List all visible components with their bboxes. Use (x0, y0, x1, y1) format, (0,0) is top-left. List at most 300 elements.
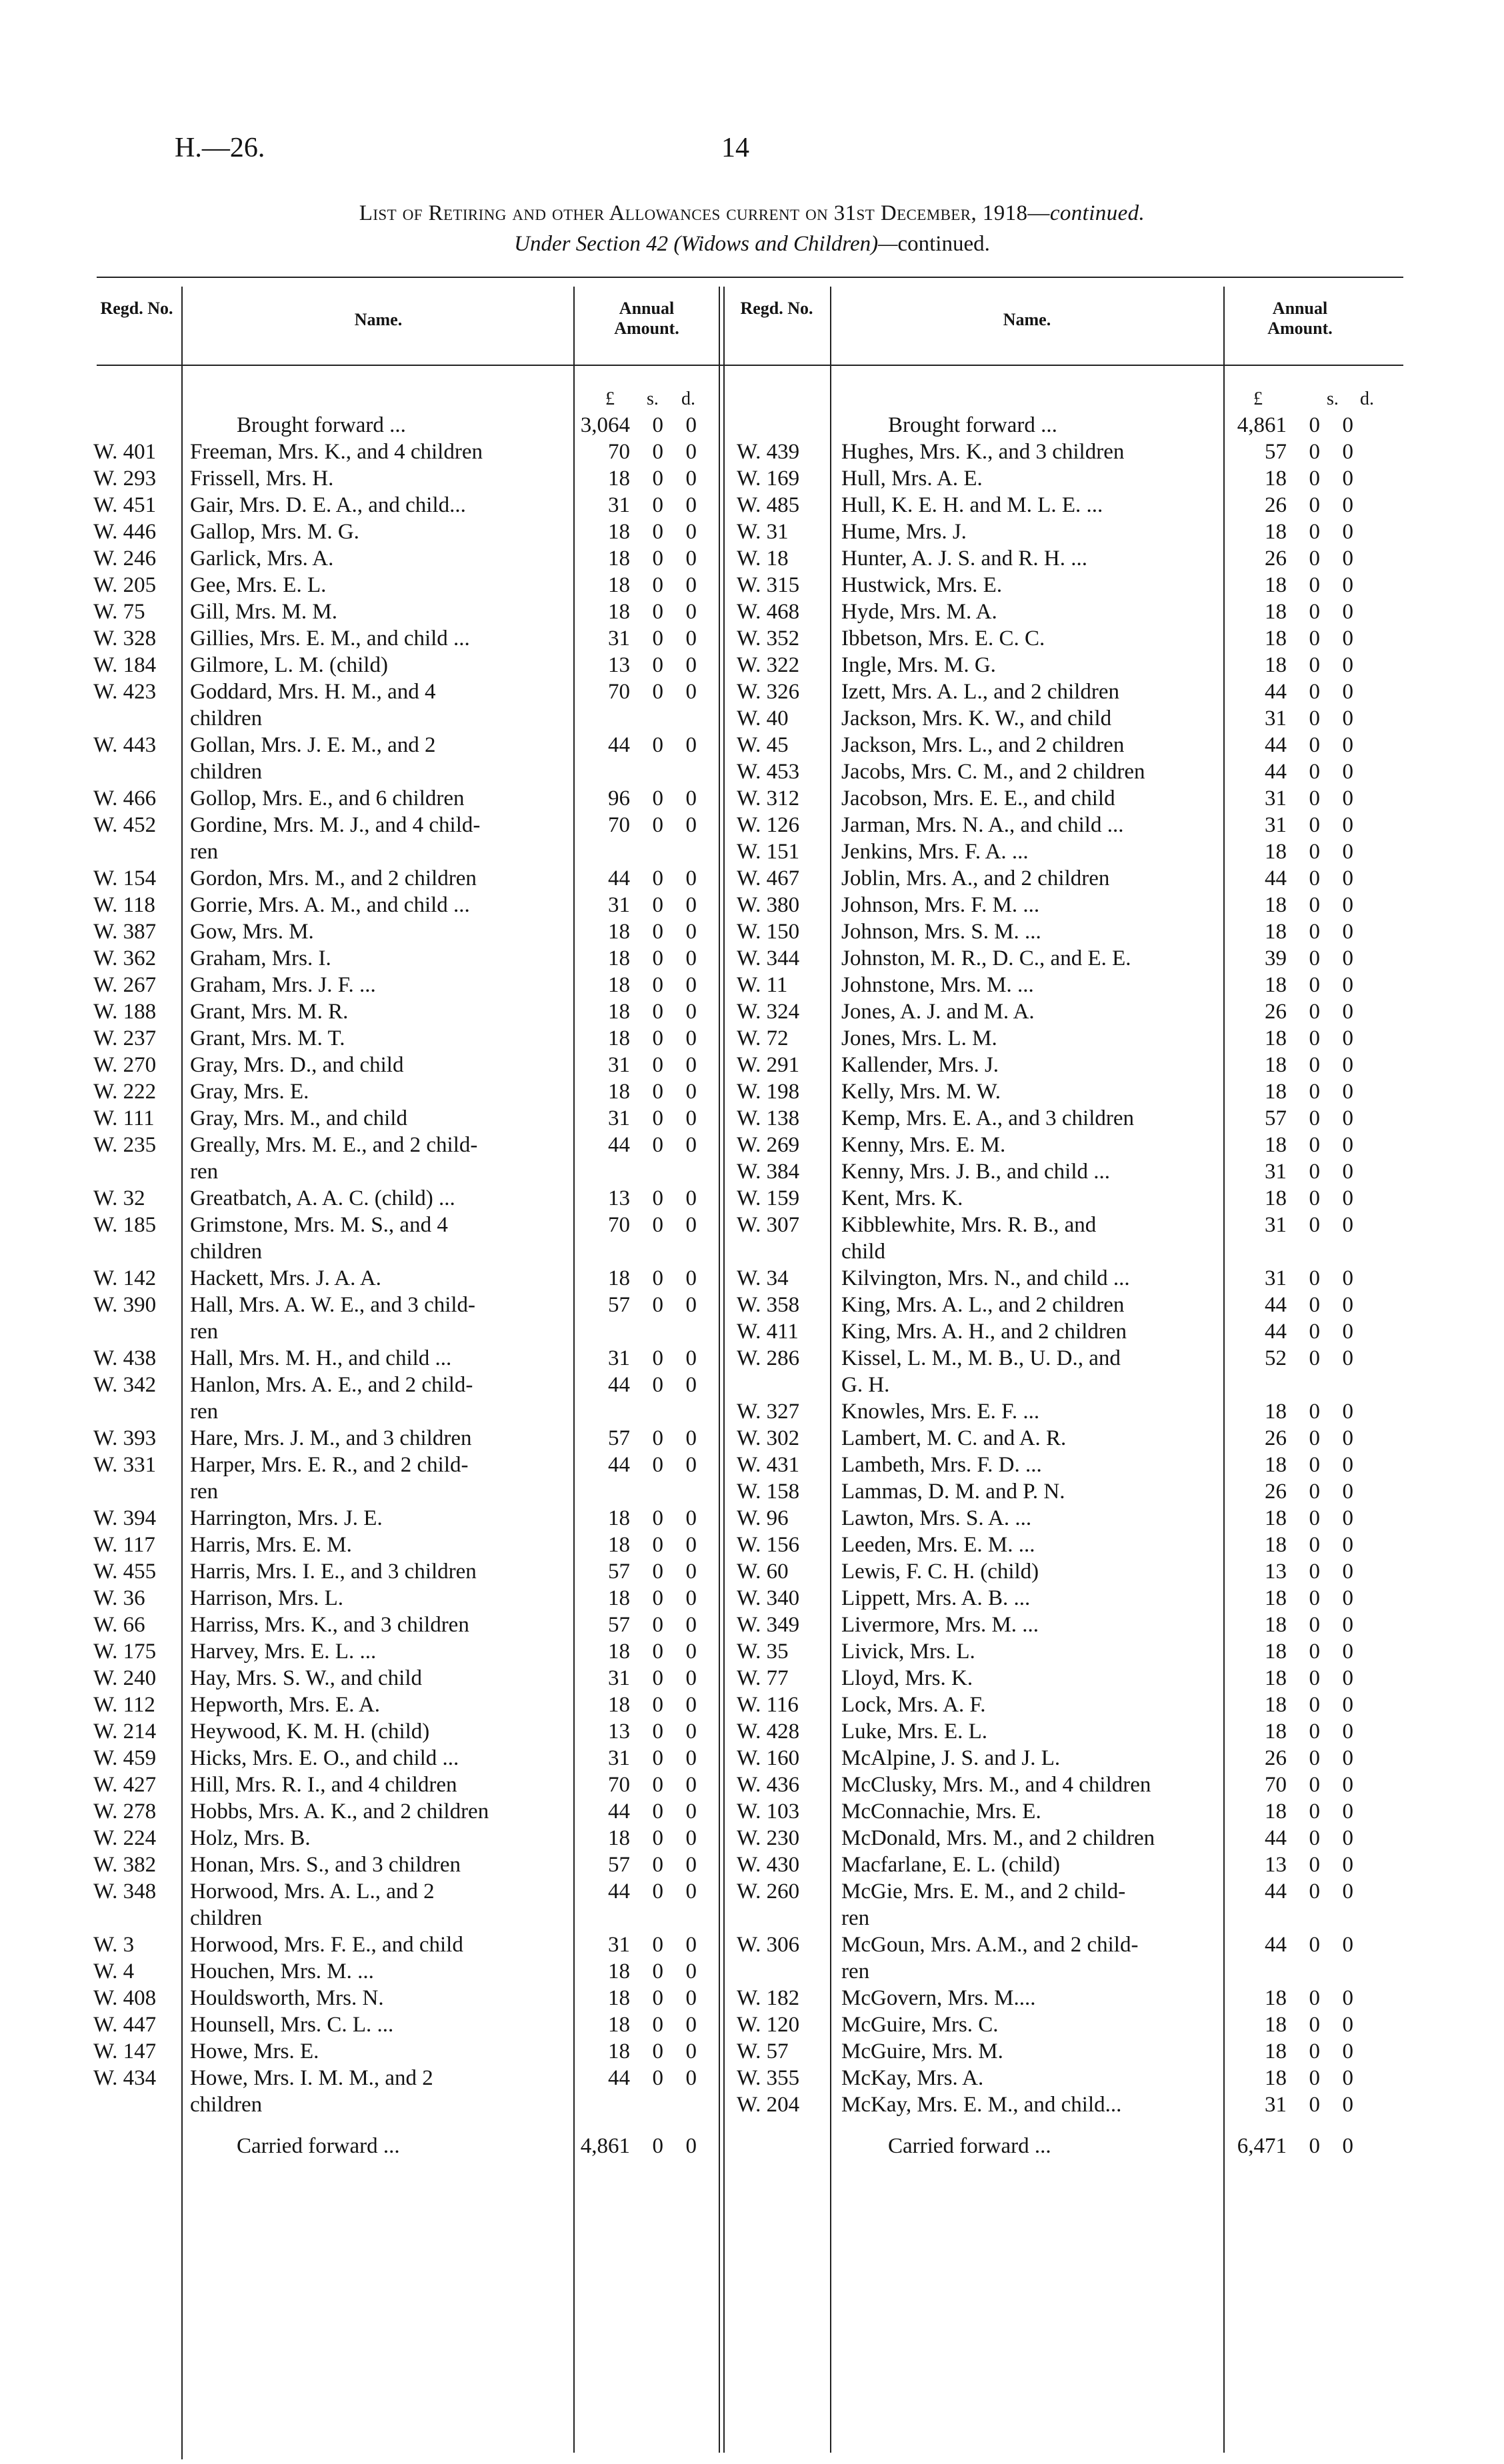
table-row (0, 1452, 1504, 1478)
annual-amount (1227, 838, 1353, 865)
allowee-name-continued: ren (190, 1400, 219, 1424)
allowee-name: Kelly, Mrs. M. W. (841, 1080, 1001, 1104)
allowee-name-continued: children (190, 760, 263, 784)
regd-number: W. 184 (93, 653, 157, 677)
regd-number: W. 447 (93, 2013, 157, 2037)
allowee-name: Lambeth, Mrs. F. D. ... (841, 1453, 1042, 1477)
allowee-name: Frissell, Mrs. H. (190, 467, 334, 491)
regd-number: W. 230 (737, 1826, 800, 1850)
regd-number: W. 237 (93, 1026, 157, 1050)
table-row (0, 918, 1504, 945)
amount-shillings: 0 (1309, 813, 1320, 837)
amount-pence: 0 (1342, 866, 1353, 890)
amount-pence: 0 (1342, 946, 1353, 970)
amount-pounds: 57 (1265, 440, 1287, 464)
allowee-name: McKay, Mrs. E. M., and child... (841, 2093, 1122, 2117)
table-row (0, 1585, 1504, 1612)
amount-shillings: 0 (1309, 1320, 1320, 1344)
amount-pounds: 18 (1265, 2013, 1287, 2037)
amount-pounds: 44 (1265, 1933, 1287, 1957)
unit-pence-right: d. (1360, 389, 1374, 409)
amount-pounds: 18 (608, 1506, 630, 1530)
amount-pence: 0 (685, 1666, 697, 1690)
allowee-name: Gray, Mrs. E. (190, 1080, 309, 1104)
regd-number: W. 156 (737, 1533, 800, 1557)
amount-pounds: 31 (1265, 786, 1287, 810)
amount-pence: 0 (1342, 1773, 1353, 1797)
allowee-name: McConnachie, Mrs. E. (841, 1800, 1041, 1824)
regd-number: W. 35 (737, 1640, 789, 1664)
regd-number: W. 382 (93, 1853, 157, 1877)
allowee-name: Jarman, Mrs. N. A., and child ... (841, 813, 1124, 837)
regd-number: W. 362 (93, 946, 157, 970)
allowee-name: Kenny, Mrs. J. B., and child ... (841, 1160, 1110, 1184)
allowee-name: Howe, Mrs. E. (190, 2039, 319, 2063)
amount-shillings: 0 (652, 1106, 663, 1130)
brought-forward-label: Brought forward ... (888, 413, 1057, 437)
col-header-regd-right: Regd. No. (740, 299, 813, 318)
amount-pence: 0 (1342, 1186, 1353, 1210)
allowee-name: McGuire, Mrs. M. (841, 2039, 1003, 2063)
amount-pence: 0 (1342, 1720, 1353, 1744)
amount-pounds: 4,861 (1237, 413, 1287, 437)
regd-number: W. 118 (93, 893, 155, 917)
amount-pounds: 18 (608, 573, 630, 597)
amount-shillings: 0 (652, 1666, 663, 1690)
amount-shillings: 0 (652, 467, 663, 491)
amount-shillings: 0 (652, 973, 663, 997)
amount-shillings: 0 (652, 2039, 663, 2063)
amount-shillings: 0 (652, 1453, 663, 1477)
annual-amount (1227, 439, 1353, 465)
amount-pounds: 44 (608, 1879, 630, 1903)
amount-pence: 0 (1342, 893, 1353, 917)
regd-number: W. 428 (737, 1720, 800, 1744)
amount-shillings: 0 (1309, 760, 1320, 784)
amount-shillings: 0 (652, 733, 663, 757)
amount-pounds: 44 (1265, 1879, 1287, 1903)
regd-number: W. 278 (93, 1800, 157, 1824)
amount-shillings: 0 (652, 440, 663, 464)
allowee-name: Kallender, Mrs. J. (841, 1053, 999, 1077)
regd-number: W. 159 (737, 1186, 800, 1210)
amount-pounds: 18 (1265, 653, 1287, 677)
table-row (0, 652, 1504, 678)
amount-shillings: 0 (1309, 547, 1320, 571)
allowee-name: Gair, Mrs. D. E. A., and child... (190, 493, 466, 517)
regd-number: W. 240 (93, 1666, 157, 1690)
annual-amount (1227, 1158, 1353, 1185)
amount-pence: 0 (1342, 1480, 1353, 1504)
title-continued: continued. (1049, 201, 1145, 225)
amount-pounds: 18 (1265, 626, 1287, 650)
annual-amount (1227, 1532, 1353, 1558)
regd-number: W. 45 (737, 733, 789, 757)
regd-number: W. 154 (93, 866, 157, 890)
annual-amount (1227, 865, 1353, 892)
annual-amount (1227, 2091, 1353, 2118)
amount-pounds: 18 (1265, 1613, 1287, 1637)
allowee-name: Lawton, Mrs. S. A. ... (841, 1506, 1032, 1530)
amount-pounds: 26 (1265, 1746, 1287, 1770)
amount-pounds: 44 (1265, 1293, 1287, 1317)
allowee-name: Honan, Mrs. S., and 3 children (190, 1853, 461, 1877)
amount-pence: 0 (1342, 1000, 1353, 1024)
amount-shillings: 0 (652, 1426, 663, 1450)
amount-pence: 0 (685, 893, 697, 917)
amount-pence: 0 (1342, 1640, 1353, 1664)
regd-number: W. 72 (737, 1026, 789, 1050)
annual-amount (1227, 1478, 1353, 1505)
annual-amount (1227, 1052, 1353, 1078)
amount-shillings: 0 (652, 1293, 663, 1317)
amount-pounds: 57 (608, 1293, 630, 1317)
amount-shillings: 0 (652, 1933, 663, 1957)
amount-pence: 0 (1342, 1560, 1353, 1584)
amount-pence: 0 (1342, 2013, 1353, 2037)
annual-amount (1227, 1318, 1353, 1345)
amount-shillings: 0 (1309, 706, 1320, 730)
allowee-name: Hackett, Mrs. J. A. A. (190, 1266, 381, 1290)
amount-pence: 0 (685, 413, 697, 437)
unit-shillings-left: s. (647, 389, 659, 409)
table-row (0, 1105, 1504, 1132)
allowee-name: Lippett, Mrs. A. B. ... (841, 1586, 1031, 1610)
amount-shillings: 0 (1309, 653, 1320, 677)
table-row (0, 1638, 1504, 1665)
regd-number: W. 348 (93, 1879, 157, 1903)
amount-pence: 0 (685, 1506, 697, 1530)
amount-pence: 0 (1342, 1426, 1353, 1450)
amount-shillings: 0 (1309, 1853, 1320, 1877)
amount-pence: 0 (1342, 2134, 1353, 2158)
unit-pounds-left: £ (605, 389, 615, 409)
allowee-name: Hounsell, Mrs. C. L. ... (190, 2013, 394, 2037)
col-header-name-right: Name. (1003, 310, 1051, 329)
annual-amount (1227, 465, 1353, 492)
allowee-name: Livermore, Mrs. M. ... (841, 1613, 1039, 1637)
amount-pence: 0 (685, 626, 697, 650)
table-row (0, 1851, 1504, 1878)
allowee-name: King, Mrs. A. H., and 2 children (841, 1320, 1127, 1344)
amount-shillings: 0 (652, 893, 663, 917)
amount-shillings: 0 (652, 1746, 663, 1770)
amount-shillings: 0 (1309, 920, 1320, 944)
regd-number: W. 451 (93, 493, 157, 517)
regd-number: W. 453 (737, 760, 800, 784)
amount-pence: 0 (685, 1879, 697, 1903)
allowee-name: Grant, Mrs. M. R. (190, 1000, 349, 1024)
allowee-name-continued: children (190, 1240, 263, 1264)
amount-pence: 0 (1342, 1666, 1353, 1690)
table-row (0, 1718, 1504, 1745)
amount-pence: 0 (685, 1026, 697, 1050)
allowee-name: Grant, Mrs. M. T. (190, 1026, 345, 1050)
amount-pounds: 26 (1265, 547, 1287, 571)
amount-pounds: 18 (608, 1586, 630, 1610)
amount-pounds: 18 (1265, 1586, 1287, 1610)
table-row (0, 1292, 1504, 1318)
amount-pence: 0 (1342, 1879, 1353, 1903)
amount-pounds: 70 (1265, 1773, 1287, 1797)
allowee-name: Gill, Mrs. M. M. (190, 600, 337, 624)
amount-shillings: 0 (652, 866, 663, 890)
regd-number: W. 387 (93, 920, 157, 944)
amount-pence: 0 (685, 1640, 697, 1664)
regd-number: W. 355 (737, 2066, 800, 2090)
amount-shillings: 0 (1309, 1693, 1320, 1717)
amount-pence: 0 (1342, 1800, 1353, 1824)
amount-pence: 0 (685, 2066, 697, 2090)
table-row (0, 1318, 1504, 1345)
brought-forward-label: Brought forward ... (237, 413, 406, 437)
allowee-name-continued: ren (190, 1480, 219, 1504)
amount-pence: 0 (1342, 1693, 1353, 1717)
amount-pounds: 44 (608, 2066, 630, 2090)
allowee-name: Lammas, D. M. and P. N. (841, 1480, 1065, 1504)
amount-shillings: 0 (1309, 1106, 1320, 1130)
allowee-name: Kissel, L. M., M. B., U. D., and (841, 1346, 1121, 1370)
amount-pence: 0 (1342, 1053, 1353, 1077)
amount-shillings: 0 (1309, 1933, 1320, 1957)
table-row (0, 945, 1504, 972)
regd-number: W. 138 (737, 1106, 800, 1130)
allowee-name: Harper, Mrs. E. R., and 2 child- (190, 1453, 469, 1477)
amount-pounds: 18 (1265, 1720, 1287, 1744)
amount-pence: 0 (1342, 813, 1353, 837)
regd-number: W. 57 (737, 2039, 789, 2063)
allowee-name: Horwood, Mrs. A. L., and 2 (190, 1879, 435, 1903)
amount-pounds: 44 (608, 866, 630, 890)
amount-pounds: 44 (1265, 866, 1287, 890)
regd-number: W. 142 (93, 1266, 157, 1290)
amount-shillings: 0 (652, 920, 663, 944)
amount-pounds: 18 (1265, 1053, 1287, 1077)
allowee-name: Jackson, Mrs. L., and 2 children (841, 733, 1125, 757)
regd-number: W. 188 (93, 1000, 157, 1024)
regd-number: W. 11 (737, 973, 788, 997)
regd-number: W. 111 (93, 1106, 155, 1130)
regd-number: W. 452 (93, 813, 157, 837)
table-row (0, 599, 1504, 625)
amount-pounds: 18 (608, 1266, 630, 1290)
amount-pence: 0 (685, 1959, 697, 1983)
annual-amount (1227, 1212, 1353, 1238)
amount-pounds: 18 (1265, 1506, 1287, 1530)
annual-amount (1227, 1851, 1353, 1878)
amount-pounds: 13 (1265, 1560, 1287, 1584)
allowee-name: Livick, Mrs. L. (841, 1640, 975, 1664)
amount-shillings: 0 (652, 1986, 663, 2010)
amount-shillings: 0 (1309, 786, 1320, 810)
allowee-name: Kilvington, Mrs. N., and child ... (841, 1266, 1130, 1290)
amount-pounds: 18 (1265, 1186, 1287, 1210)
amount-pence: 0 (1342, 626, 1353, 650)
table-row (0, 2065, 1504, 2091)
amount-pence: 0 (685, 2134, 697, 2158)
amount-shillings: 0 (1309, 573, 1320, 597)
carried-forward-label: Carried forward ... (888, 2134, 1051, 2158)
amount-shillings: 0 (1309, 2013, 1320, 2037)
amount-pence: 0 (1342, 1160, 1353, 1184)
table-row (0, 2091, 1504, 2118)
amount-pence: 0 (1342, 1933, 1353, 1957)
regd-number: W. 224 (93, 1826, 157, 1850)
table-row (0, 785, 1504, 812)
allowee-name: Hyde, Mrs. M. A. (841, 600, 997, 624)
amount-pence: 0 (1342, 1986, 1353, 2010)
amount-shillings: 0 (1309, 1640, 1320, 1664)
amount-shillings: 0 (1309, 493, 1320, 517)
annual-amount (1227, 892, 1353, 918)
regd-number: W. 175 (93, 1640, 157, 1664)
annual-amount (1227, 1612, 1353, 1638)
regd-number: W. 160 (737, 1746, 800, 1770)
annual-amount (1227, 972, 1353, 998)
amount-pounds: 18 (608, 973, 630, 997)
allowee-name: Gollop, Mrs. E., and 6 children (190, 786, 465, 810)
allowee-name: Harris, Mrs. E. M. (190, 1533, 352, 1557)
allowee-name-continued: children (190, 706, 263, 730)
allowee-name-continued: children (190, 2093, 263, 2117)
regd-number: W. 260 (737, 1879, 800, 1903)
amount-shillings: 0 (652, 573, 663, 597)
annual-amount (1227, 1505, 1353, 1532)
title-main: List of Retiring and other Allowances current on 31st December, 1918— (359, 201, 1050, 225)
amount-pounds: 26 (1265, 493, 1287, 517)
amount-pounds: 18 (1265, 2039, 1287, 2063)
amount-pence: 0 (1342, 680, 1353, 704)
amount-shillings: 0 (1309, 840, 1320, 864)
regd-number: W. 327 (737, 1400, 800, 1424)
annual-amount (1227, 1798, 1353, 1825)
amount-shillings: 0 (1309, 1080, 1320, 1104)
amount-pence: 0 (1342, 1853, 1353, 1877)
amount-pounds: 31 (1265, 1160, 1287, 1184)
amount-pounds: 18 (608, 1959, 630, 1983)
table-row (0, 1558, 1504, 1585)
regd-number: W. 77 (737, 1666, 789, 1690)
table-row (0, 492, 1504, 519)
allowee-name: Lambert, M. C. and A. R. (841, 1426, 1067, 1450)
amount-pence: 0 (685, 493, 697, 517)
subtitle-continued: continued. (897, 232, 990, 256)
amount-pence: 0 (1342, 1533, 1353, 1557)
amount-shillings: 0 (1309, 2134, 1320, 2158)
amount-shillings: 0 (1309, 467, 1320, 491)
unit-pounds-right: £ (1253, 389, 1263, 409)
allowee-name: Gray, Mrs. M., and child (190, 1106, 407, 1130)
amount-pence: 0 (685, 1986, 697, 2010)
amount-pence: 0 (685, 1293, 697, 1317)
brought-forward-row (0, 412, 1504, 439)
amount-pounds: 18 (1265, 467, 1287, 491)
amount-shillings: 0 (652, 1640, 663, 1664)
regd-number: W. 147 (93, 2039, 157, 2063)
amount-pounds: 18 (608, 946, 630, 970)
regd-number: W. 349 (737, 1613, 800, 1637)
allowee-name: McGie, Mrs. E. M., and 2 child- (841, 1879, 1126, 1903)
amount-pence: 0 (685, 1426, 697, 1450)
regd-number: W. 269 (737, 1133, 800, 1157)
amount-pence: 0 (685, 547, 697, 571)
amount-pence: 0 (685, 1800, 697, 1824)
amount-shillings: 0 (652, 1879, 663, 1903)
annual-amount (1227, 1105, 1353, 1132)
allowee-name: Holz, Mrs. B. (190, 1826, 311, 1850)
amount-pounds: 44 (608, 1800, 630, 1824)
subtitle-main: Under Section 42 (Widows and Children)— (514, 232, 898, 256)
amount-pence: 0 (1342, 1293, 1353, 1317)
allowee-name: Harrison, Mrs. L. (190, 1586, 344, 1610)
amount-pence: 0 (685, 467, 697, 491)
annual-amount (1227, 1745, 1353, 1772)
amount-pounds: 18 (608, 547, 630, 571)
annual-amount (1227, 625, 1353, 652)
amount-pounds: 18 (1265, 1800, 1287, 1824)
amount-shillings: 0 (652, 1826, 663, 1850)
table-row (0, 2011, 1504, 2038)
amount-pounds: 18 (608, 1693, 630, 1717)
amount-shillings: 0 (652, 1693, 663, 1717)
allowee-name: Johnson, Mrs. F. M. ... (841, 893, 1040, 917)
name-continuation (0, 1958, 1504, 1985)
amount-pence: 0 (685, 440, 697, 464)
allowee-name: Kenny, Mrs. E. M. (841, 1133, 1006, 1157)
annual-amount (1227, 599, 1353, 625)
amount-shillings: 0 (652, 813, 663, 837)
amount-shillings: 0 (1309, 1666, 1320, 1690)
amount-pounds: 18 (608, 1000, 630, 1024)
amount-shillings: 0 (1309, 413, 1320, 437)
amount-pounds: 18 (608, 1640, 630, 1664)
amount-shillings: 0 (652, 1560, 663, 1584)
amount-pounds: 13 (608, 653, 630, 677)
amount-pence: 0 (685, 600, 697, 624)
table-row (0, 1612, 1504, 1638)
amount-pounds: 18 (1265, 573, 1287, 597)
annual-amount (1227, 1825, 1353, 1851)
annual-amount (1227, 1692, 1353, 1718)
allowee-name: Hustwick, Mrs. E. (841, 573, 1003, 597)
amount-shillings: 0 (652, 493, 663, 517)
allowee-name: Hill, Mrs. R. I., and 4 children (190, 1773, 457, 1797)
amount-pence: 0 (685, 1773, 697, 1797)
amount-pence: 0 (1342, 760, 1353, 784)
amount-shillings: 0 (1309, 600, 1320, 624)
regd-number: W. 411 (737, 1320, 799, 1344)
allowee-name: Gillies, Mrs. E. M., and child ... (190, 626, 470, 650)
regd-number: W. 293 (93, 467, 157, 491)
amount-shillings: 0 (652, 1000, 663, 1024)
amount-pounds: 18 (608, 1026, 630, 1050)
allowee-name: Garlick, Mrs. A. (190, 547, 334, 571)
amount-pounds: 31 (1265, 2093, 1287, 2117)
table-row (0, 439, 1504, 465)
amount-pence: 0 (1342, 1746, 1353, 1770)
table-row (0, 572, 1504, 599)
regd-number: W. 306 (737, 1933, 800, 1957)
amount-pounds: 31 (608, 493, 630, 517)
allowee-name: Hanlon, Mrs. A. E., and 2 child- (190, 1373, 473, 1397)
regd-number: W. 326 (737, 680, 800, 704)
regd-number: W. 205 (93, 573, 157, 597)
allowee-name: Hall, Mrs. M. H., and child ... (190, 1346, 452, 1370)
regd-number: W. 286 (737, 1346, 800, 1370)
amount-pence: 0 (1342, 1613, 1353, 1637)
amount-pence: 0 (685, 733, 697, 757)
allowee-name-continued: ren (841, 1959, 870, 1983)
